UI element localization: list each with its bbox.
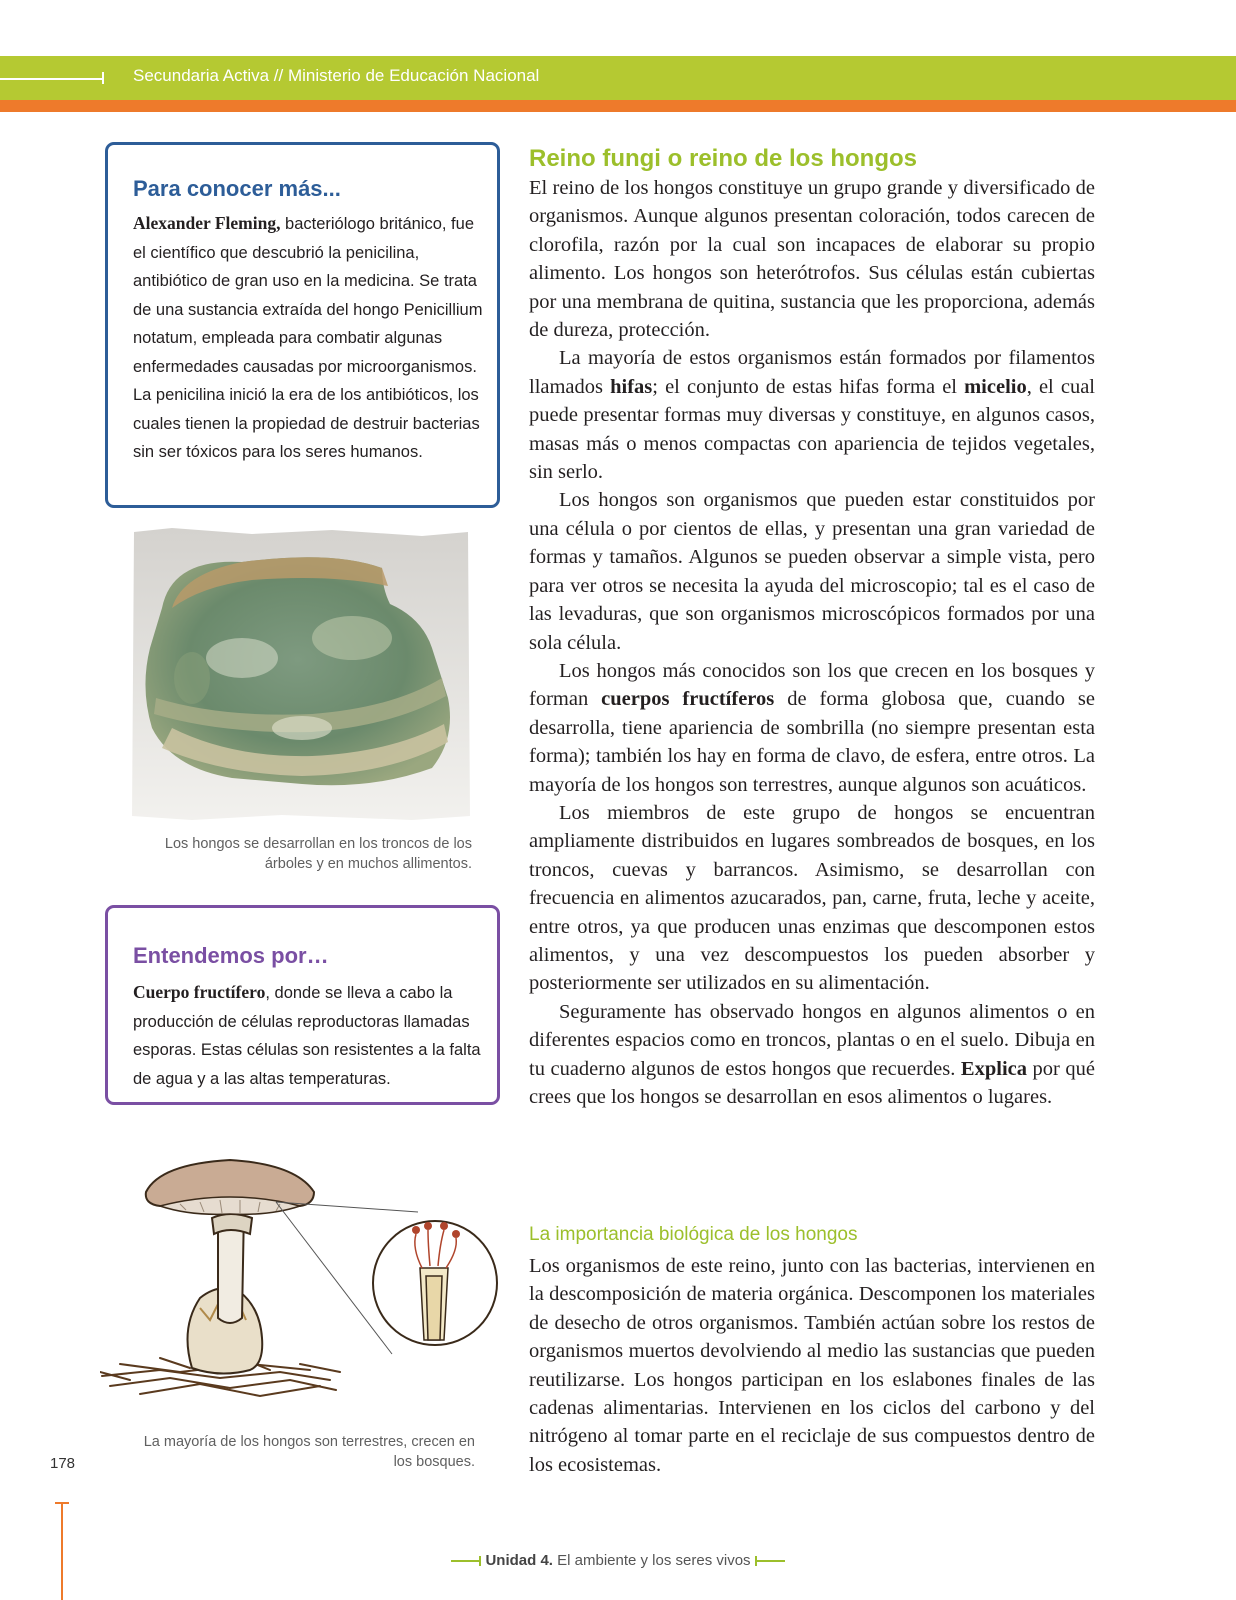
info-box-text: bacteriólogo británico, fue el científico que descubrió la penicilina, antibiótico de gran uso en la medicina. Se trata de una sustancia extraída del hongo Penicillium notatum, empleada para combatir algunas enfermedades causadas por microorganismos. La penicilina inició la era de los antibióticos, los cuales tienen la propiedad de destruir bacterias sin ser tóxicos para los seres humanos. bbox=[133, 215, 483, 461]
text-run: La mayoría de estos organismos están formados por filamentos llamados bbox=[529, 347, 1095, 398]
text-run: por qué crees que los hongos se desarrollan en esos alimentos o lugares. bbox=[529, 1057, 1095, 1108]
moldy-bread-image bbox=[132, 528, 470, 820]
footer-dash bbox=[451, 1560, 479, 1562]
term-cuerpos-fructiferos: cuerpos fructíferos bbox=[601, 688, 775, 711]
subsection-text: Los organismos de este reino, junto con las bacterias, intervienen en la descomposición de materia orgánica. Descomponen los materiales de desecho de otros organismos. También actúan sobre los restos de organismos muertos devolviendo al medio las sustancias que pueden reutilizarse. Los hongos participan en los eslabones finales de las cadenas alimentarias. Intervienen en los ciclos del carbono y del nitrógeno al tomar parte en el reciclaje de sus compuestos dentro de los ecosistemas. bbox=[529, 1255, 1095, 1476]
paragraph: El reino de los hongos constituye un grupo grande y diversificado de organismos. Aunque algunos presentan coloración, todos carecen de clorofila, razón por la cual son incapaces de elaborar su propio alimento. Los hongos son heterótrofos. Sus células están cubiertas por una membrana de quitina, sustancia que les proporciona, además de dureza, protección. bbox=[529, 177, 1095, 342]
definition-term: Cuerpo fructífero bbox=[133, 982, 266, 1002]
term-hifas: hifas bbox=[610, 375, 653, 398]
paragraph: Los miembros de este grupo de hongos se encuentran ampliamente distribuidos en lugares sombreados de bosques, en los troncos, cuevas y barrancos. Asimismo, se desarrollan con frecuencia en alimentos azucarados, pan, carne, fruta, leche y aceite, entre otros, ya que producen unas enzimas que descomponen estos alimentos, y una vez descompuestos los pueden absorber y posteriormente ser utilizados en su alimentación. bbox=[529, 801, 1095, 995]
text-run: Seguramente has observado hongos en algunos alimentos o en diferentes espacios como en troncos, plantas o en el suelo. Dibuja en tu cuaderno algunos de estos hongos que recuerdes. bbox=[529, 1000, 1095, 1080]
term-micelio: micelio bbox=[964, 375, 1027, 398]
section-title: Reino fungi o reino de los hongos bbox=[529, 145, 917, 172]
main-text bbox=[529, 174, 1095, 1111]
header-title: Secundaria Activa // Ministerio de Educación Nacional bbox=[133, 66, 540, 85]
paragraph: Los hongos son organismos que pueden estar constituidos por una célula o por cientos de ellas, y presentan una gran variedad de formas y tamaños. Algunos se pueden observar a simple vista, pero para ver otros se necesita la ayuda del microscopio; tal es el caso de las levaduras, que son organismos microscópicos formados por una sola célula. bbox=[529, 489, 1095, 654]
paragraph bbox=[529, 998, 1095, 1112]
footer-tick bbox=[479, 1556, 481, 1566]
footer bbox=[0, 1552, 1236, 1569]
paragraph bbox=[529, 657, 1095, 799]
info-box-para-conocer bbox=[105, 142, 500, 508]
header-accent-stripe bbox=[0, 100, 1236, 112]
definition-box-title: Entendemos por… bbox=[133, 943, 329, 968]
footer-dash bbox=[757, 1560, 785, 1562]
definition-text: , donde se lleva a cabo la producción de células reproductoras llamadas esporas. Estas células son resistentes a la falta de agua y a las altas temperaturas. bbox=[133, 984, 481, 1088]
paragraph bbox=[529, 344, 1095, 486]
info-box-title: Para conocer más... bbox=[133, 176, 341, 201]
illustration-caption: La mayoría de los hongos son terrestres, crecen en los bosques. bbox=[143, 1434, 475, 1470]
footer-title: El ambiente y los seres vivos bbox=[552, 1552, 751, 1569]
text-run: ; el conjunto de estas hifas forma el bbox=[652, 375, 965, 398]
text-run: de forma globosa que, cuando se desarrolla, tiene apariencia de sombrilla (no siempre presentan esta forma); también los hay en forma de clavo, de esfera, entre otros. La mayoría de los hongos son terrestres, aunque algunos son acuáticos. bbox=[529, 688, 1096, 796]
definition-box-body bbox=[133, 978, 485, 1093]
text-run: Los hongos más conocidos son los que crecen en los bosques y forman bbox=[529, 659, 1095, 711]
footer-unit: Unidad 4. bbox=[485, 1552, 553, 1569]
photo-caption: Los hongos se desarrollan en los troncos de los árboles y en muchos allimentos. bbox=[164, 836, 472, 872]
side-rule bbox=[61, 1502, 63, 1600]
definition-box-entendemos bbox=[105, 905, 500, 1105]
mushroom-illustration bbox=[100, 1158, 510, 1420]
mushroom-diagram bbox=[100, 1158, 510, 1420]
fleming-name: Alexander Fleming, bbox=[133, 213, 281, 233]
info-box-body bbox=[133, 209, 485, 467]
text-run: , el cual puede presentar formas muy diversas y constituye, en algunos casos, masas más o menos compactas con apariencia de tejidos vegetales, sin serlo. bbox=[529, 375, 1095, 484]
moldy-bread-photo bbox=[132, 528, 470, 820]
page-number: 178 bbox=[50, 1455, 76, 1472]
header-rule-tick bbox=[102, 72, 104, 84]
term-explica: Explica bbox=[960, 1057, 1027, 1080]
subsection-title: La importancia biológica de los hongos bbox=[529, 1224, 858, 1245]
header-rule bbox=[0, 78, 104, 80]
